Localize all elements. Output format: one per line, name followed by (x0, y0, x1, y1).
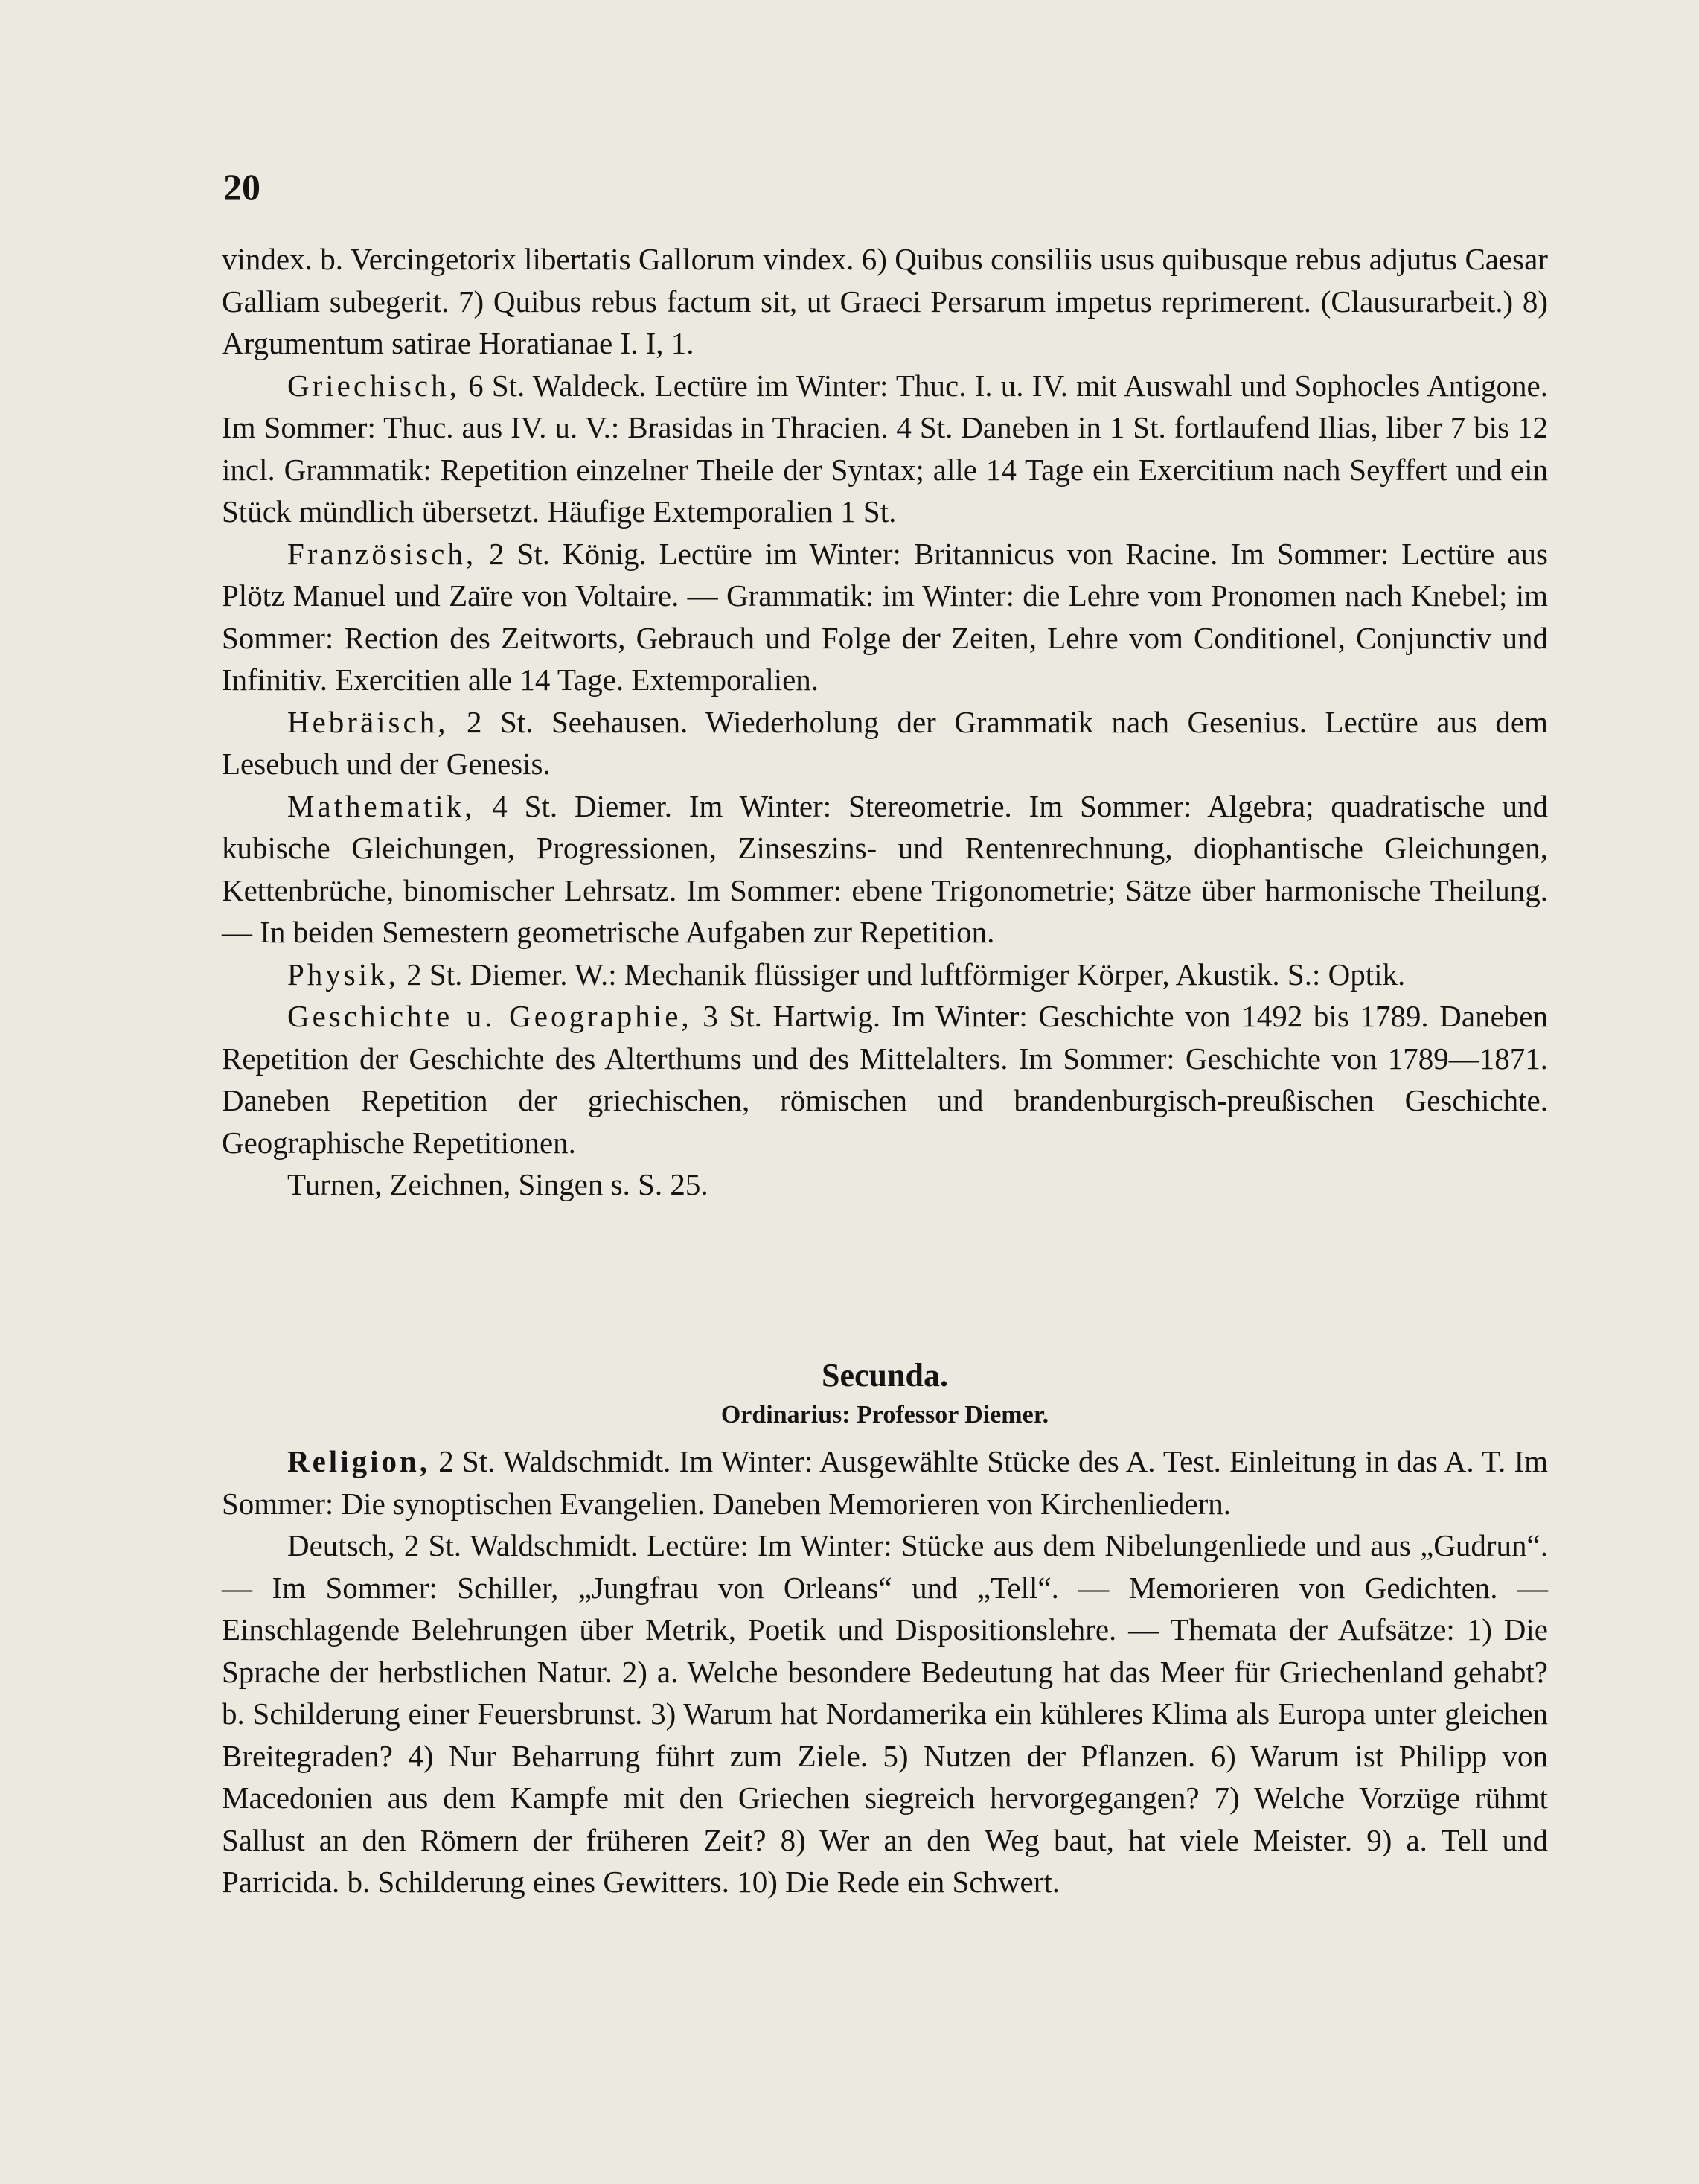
subject-religion (222, 1440, 1548, 1524)
subject-text-religion: 2 St. Waldschmidt. Im Winter: Ausgewählte Stücke des A. Test. Einleitung in das A. T. Im Sommer: Die synoptischen Evangelien. Daneben Memorieren von Kirchenliedern. (222, 1444, 1549, 1521)
subject-text-german: 2 St. Waldschmidt. Lectüre: Im Winter: Stücke aus dem Nibelungenliede und aus „Gudrun“. — Im Sommer: Schiller, „Jungfrau von Orleans“ und „Tell“. — Memorieren von Gedichten. — Einschlagende Belehrungen über Metrik, Poetik und Dispositionslehre. — Themata der Aufsätze: 1) Die Sprache der herbstlichen Natur. 2) a. Welche besondere Bedeutung hat das Meer für Griechenland gehabt? b. Schilderung einer Feuersbrunst. 3) Warum hat Nordamerika ein kühleres Klima als Europa unter gleichen Breitegraden? 4) Nur Beharrung führt zum Ziele. 5) Nutzen der Pflanzen. 6) Warum ist Philipp von Macedonien aus dem Kampfe mit den Griechen siegreich hervorgegangen? 7) Welche Vorzüge rühmt Sallust an den Römern der früheren Zeit? 8) Wer an den Weg baut, hat viele Meister. 9) a. Tell und Parricida. b. Schilderung eines Gewitters. 10) Die Rede ein Schwert. (222, 1528, 1548, 1899)
subject-heading-german: Deutsch, (287, 1528, 395, 1562)
latin-topics-paragraph: vindex. b. Vercingetorix libertatis Gallorum vindex. 6) Quibus consiliis usus quibusque rebus adjutus Caesar Galliam subegerit. 7) Quibus rebus factum sit, ut Graeci Persarum impetus reprimerent. (Clausurarbeit.) 8) Argumentum satirae Horatianae I. I, 1. (222, 242, 1548, 360)
subject-text-physics: 2 St. Diemer. W.: Mechanik flüssiger und luftförmiger Körper, Akustik. S.: Optik. (406, 957, 1406, 992)
section-title-secunda: Secunda. (822, 1357, 948, 1393)
section-ordinarius: Ordinarius: Professor Diemer. (720, 1401, 1049, 1428)
page-number: 20 (223, 166, 260, 208)
subject-text-hebrew: 2 St. Seehausen. Wiederholung der Grammatik nach Gesenius. Lectüre aus dem Lesebuch und der Genesis. (222, 704, 1549, 781)
subject-sports-drawing-singing: Turnen, Zeichnen, Singen s. S. 25. (287, 1167, 708, 1201)
subject-text-history: 3 St. Hartwig. Im Winter: Geschichte von 1492 bis 1789. Daneben Repetition der Geschichte des Alterthums und des Mittelalters. Im Sommer: Geschichte von 1789—1871. Daneben Repetition der griechischen, römischen und brandenburgisch-preußischen Geschichte. Geographische Repetitionen. (222, 999, 1548, 1160)
subject-greek (222, 365, 1548, 533)
subject-history (222, 995, 1548, 1163)
subject-heading-physics: Physik, (287, 957, 399, 992)
subject-heading-history: Geschichte u. Geographie, (287, 999, 692, 1033)
subject-french (222, 533, 1548, 701)
subject-hebrew (222, 701, 1548, 785)
subject-mathematics (222, 785, 1548, 954)
subject-heading-hebrew: Hebräisch, (287, 704, 449, 739)
subject-heading-mathematics: Mathematik, (287, 788, 476, 823)
subject-heading-greek: Griechisch, (287, 368, 460, 403)
subject-german (222, 1524, 1548, 1903)
subject-heading-religion: Religion, (287, 1444, 431, 1478)
subject-heading-french: Französisch, (287, 536, 477, 571)
subject-text-greek: 6 St. Waldeck. Lectüre im Winter: Thuc. I. u. IV. mit Auswahl und Sophocles Antigone. Im Sommer: Thuc. aus IV. u. V.: Brasidas in Thracien. 4 St. Daneben in 1 St. fortlaufend Ilias, liber 7 bis 12 incl. Grammatik: Repetition einzelner Theile der Syntax; alle 14 Tage ein Exercitium nach Seyffert und ein Stück mündlich übersetzt. Häufige Extemporalien 1 St. (222, 368, 1549, 529)
subject-text-french: 2 St. König. Lectüre im Winter: Britannicus von Racine. Im Sommer: Lectüre aus Plötz Manuel und Zaïre von Voltaire. — Grammatik: im Winter: die Lehre vom Pronomen nach Knebel; im Sommer: Rection des Zeitworts, Gebrauch und Folge der Zeiten, Lehre vom Conditionel, Conjunctiv und Infinitiv. Exercitien alle 14 Tage. Extemporalien. (222, 536, 1548, 697)
subject-physics (222, 954, 1548, 996)
subject-text-mathematics: 4 St. Diemer. Im Winter: Stereometrie. Im Sommer: Algebra; quadratische und kubische Gleichungen, Progressionen, Zinseszins- und Rentenrechnung, diophantische Gleichungen, Kettenbrüche, binomischer Lehrsatz. Im Sommer: ebene Trigonometrie; Sätze über harmonische Theilung. — In beiden Semestern geometrische Aufgaben zur Repetition. (222, 788, 1549, 949)
secunda-curriculum-text (222, 1440, 1548, 1903)
prima-curriculum-text (222, 238, 1548, 1206)
